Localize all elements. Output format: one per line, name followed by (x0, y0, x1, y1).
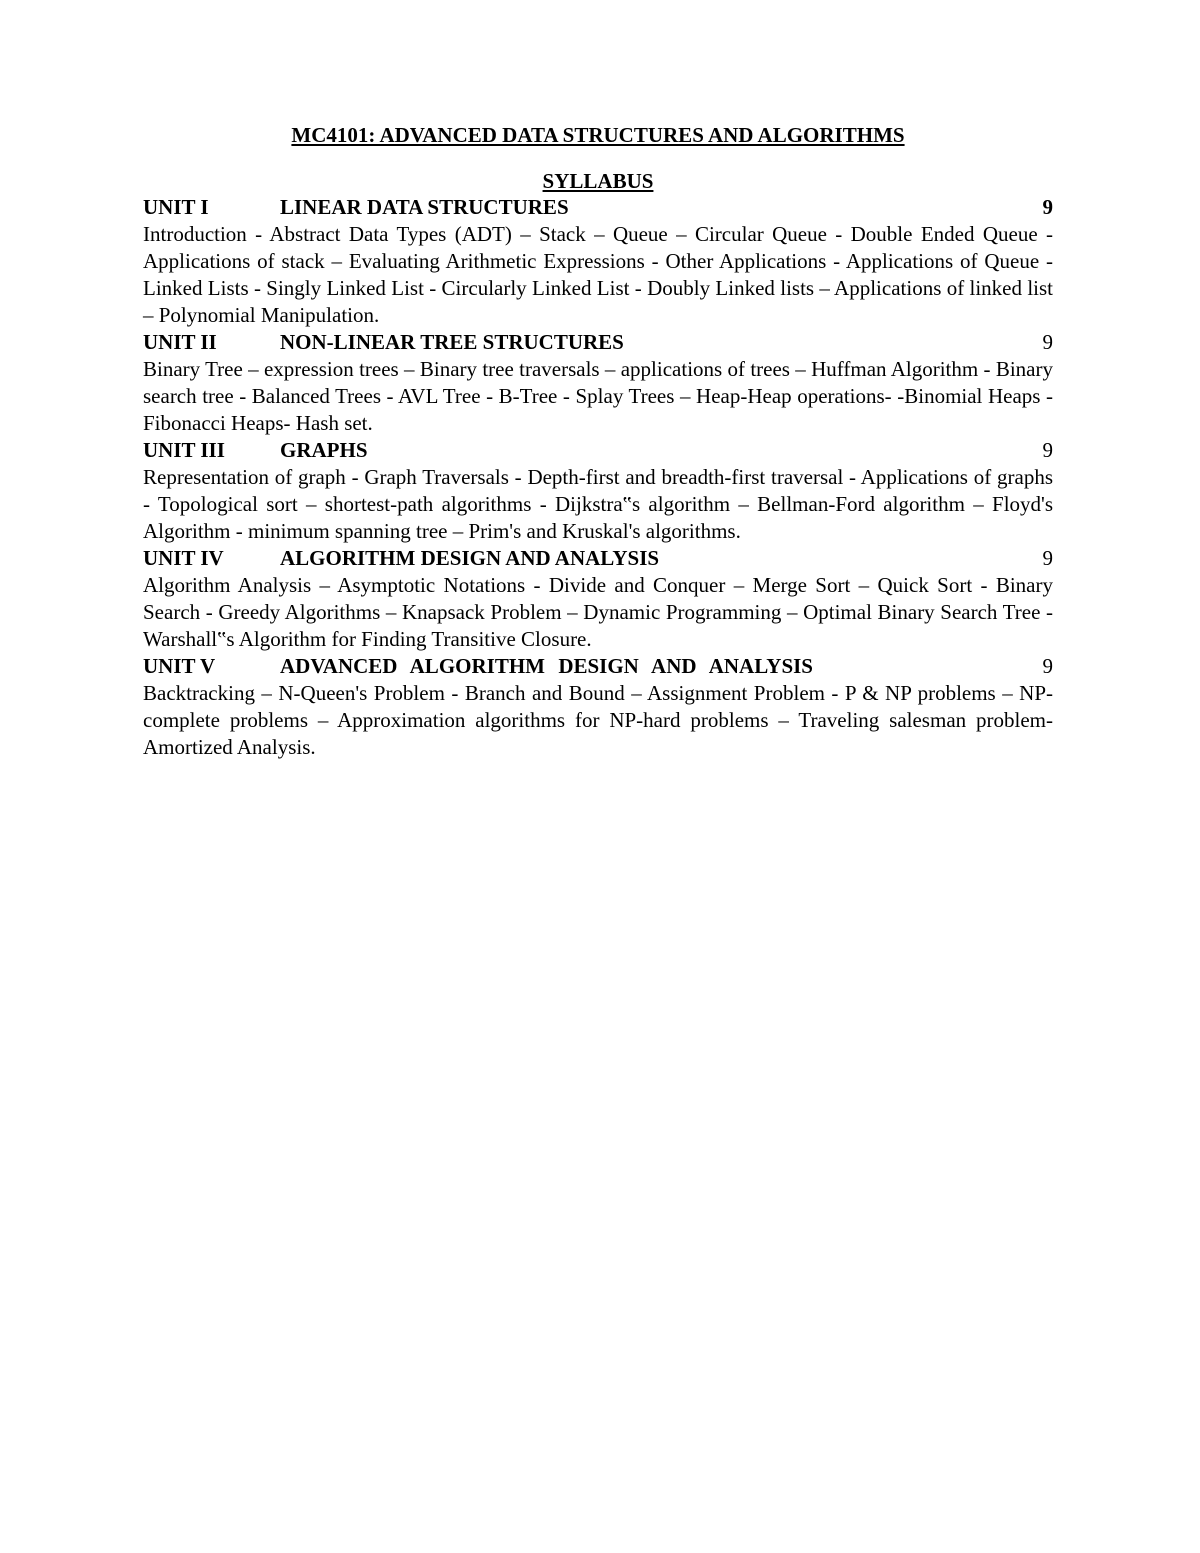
unit-content: Backtracking – N-Queen's Problem - Branch and Bound – Assignment Problem - P & NP problems – NP-complete problems – Approximation algorithms for NP-hard problems – Traveling salesman problem-Amortized Analysis. (143, 681, 1053, 759)
unit-number: UNIT II (143, 330, 217, 354)
unit-title: ALGORITHM DESIGN AND ANALYSIS (280, 546, 660, 570)
unit-section (143, 437, 1053, 545)
unit-header (143, 653, 1053, 680)
unit-content: Representation of graph - Graph Traversals - Depth-first and breadth-first traversal - Applications of graphs - Topological sort – shortest-path algorithms - Dijkstra‟s algorithm – Bellman-Ford algorithm – Floyd's Algorithm - minimum spanning tree – Prim's and Kruskal's algorithms. (143, 465, 1053, 543)
unit-content: Introduction - Abstract Data Types (ADT) – Stack – Queue – Circular Queue - Double Ended Queue - Applications of stack – Evaluating Arithmetic Expressions - Other Applications - Applications of Queue - Linked Lists - Singly Linked List - Circularly Linked List - Doubly Linked lists – Applications of linked list – Polynomial Manipulation. (143, 222, 1053, 327)
unit-hours: 9 (1042, 654, 1053, 678)
unit-header (143, 194, 1053, 221)
unit-section (143, 329, 1053, 437)
unit-section (143, 545, 1053, 653)
unit-title: NON-LINEAR TREE STRUCTURES (280, 330, 624, 354)
unit-hours: 9 (1042, 438, 1053, 462)
unit-header (143, 437, 1053, 464)
unit-number: UNIT III (143, 438, 225, 462)
syllabus-page (143, 122, 1053, 761)
unit-hours: 9 (1042, 195, 1053, 219)
unit-section (143, 653, 1053, 761)
unit-header (143, 329, 1053, 356)
unit-number: UNIT IV (143, 546, 224, 570)
unit-section (143, 194, 1053, 329)
unit-hours: 9 (1042, 330, 1053, 354)
unit-title: ADVANCED ALGORITHM DESIGN AND ANALYSIS (280, 654, 813, 678)
unit-content: Binary Tree – expression trees – Binary tree traversals – applications of trees – Huffman Algorithm - Binary search tree - Balanced Trees - AVL Tree - B-Tree - Splay Trees – Heap-Heap operations- -Binomial Heaps - Fibonacci Heaps- Hash set. (143, 357, 1053, 435)
document-title: MC4101: ADVANCED DATA STRUCTURES AND ALGORITHMS (291, 123, 905, 147)
unit-number: UNIT V (143, 654, 216, 678)
syllabus-heading: SYLLABUS (542, 169, 654, 193)
unit-title: GRAPHS (280, 438, 368, 462)
unit-content: Algorithm Analysis – Asymptotic Notations - Divide and Conquer – Merge Sort – Quick Sort - Binary Search - Greedy Algorithms – Knapsack Problem – Dynamic Programming – Optimal Binary Search Tree - Warshall‟s Algorithm for Finding Transitive Closure. (143, 573, 1053, 651)
unit-hours: 9 (1042, 546, 1053, 570)
unit-header (143, 545, 1053, 572)
unit-title: LINEAR DATA STRUCTURES (280, 195, 569, 219)
unit-number: UNIT I (143, 195, 209, 219)
